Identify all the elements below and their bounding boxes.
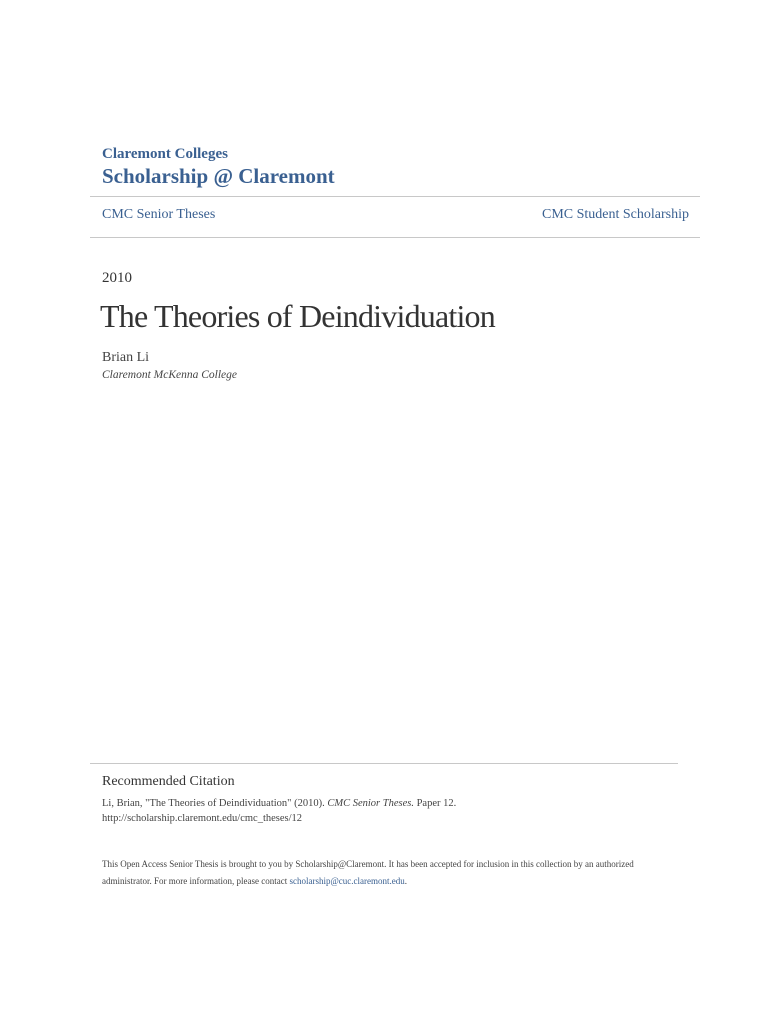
access-notice: [102, 856, 702, 890]
citation-series: CMC Senior Theses.: [327, 798, 414, 809]
contact-email-link[interactable]: scholarship@cuc.claremont.edu: [289, 876, 405, 886]
citation-url[interactable]: http://scholarship.claremont.edu/cmc_theses/12: [102, 813, 303, 824]
cmc-senior-theses-link[interactable]: CMC Senior Theses: [102, 207, 216, 222]
citation-text: [102, 796, 702, 826]
notice-text-1: This Open Access Senior Thesis is brought to you by Scholarship@Claremont. It has been accepted for inclusion in this collection by an authorized: [102, 859, 634, 869]
citation-suffix: Paper 12.: [416, 798, 457, 809]
citation-prefix: Li, Brian, "The Theories of Deindividuation" (2010).: [102, 798, 325, 809]
publication-year: 2010: [102, 270, 132, 286]
notice-text-2: administrator. For more information, please contact: [102, 876, 288, 886]
repository-header: [102, 145, 335, 189]
paper-title: The Theories of Deindividuation: [100, 298, 495, 334]
notice-end: .: [404, 876, 407, 886]
author-affiliation: Claremont McKenna College: [102, 369, 237, 381]
cmc-student-scholarship-link[interactable]: CMC Student Scholarship: [541, 207, 689, 222]
citation-heading: Recommended Citation: [102, 774, 235, 789]
org-name: Claremont Colleges: [102, 146, 228, 162]
author-name: Brian Li: [102, 350, 150, 365]
divider-citation: [90, 763, 678, 764]
divider-top: [90, 196, 700, 197]
repository-name: Scholarship @ Claremont: [102, 164, 335, 188]
divider-nav: [90, 237, 700, 238]
